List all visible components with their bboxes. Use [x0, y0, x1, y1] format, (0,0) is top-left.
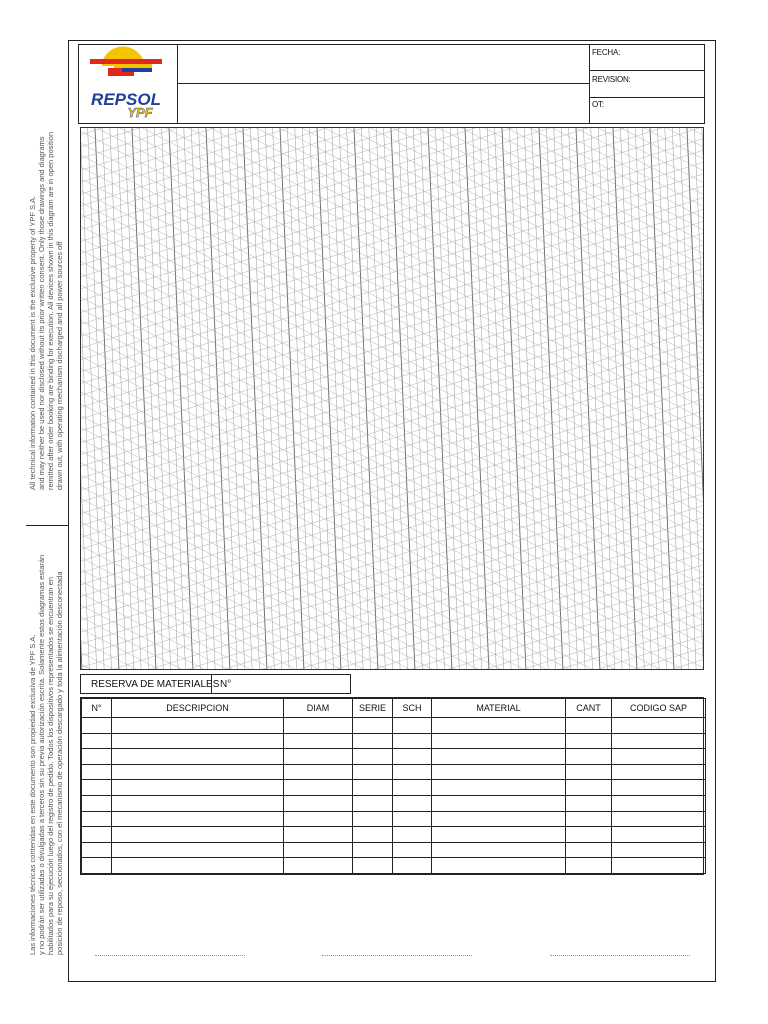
grid-line: [81, 256, 704, 454]
reserva-divider: [211, 675, 212, 693]
table-cell[interactable]: [353, 718, 393, 734]
note-line: drawn out, with operating mechanism discharged and all power sources off: [55, 241, 64, 490]
grid-line: [443, 128, 467, 670]
table-cell[interactable]: [393, 795, 432, 811]
grid-line: [81, 458, 704, 656]
table-cell[interactable]: [112, 858, 284, 874]
grid-line: [81, 128, 704, 241]
grid-line: [465, 128, 489, 670]
grid-line: [117, 128, 141, 670]
col-header-diam: DIAM: [284, 699, 353, 718]
table-cell[interactable]: [284, 795, 353, 811]
grid-line: [81, 238, 704, 562]
grid-line: [472, 128, 496, 670]
brand-sub-text: YPF: [127, 105, 153, 120]
table-row: [82, 780, 706, 796]
col-header-material: MATERIAL: [432, 699, 566, 718]
grid-line: [81, 292, 704, 490]
table-cell[interactable]: [612, 842, 706, 858]
table-cell[interactable]: [566, 858, 612, 874]
table-cell[interactable]: [566, 811, 612, 827]
grid-line: [147, 128, 171, 670]
table-cell[interactable]: [432, 749, 566, 765]
col-header-sch: SCH: [393, 699, 432, 718]
table-cell[interactable]: [82, 795, 112, 811]
grid-line: [554, 128, 578, 670]
grid-line: [650, 128, 674, 670]
table-cell[interactable]: [112, 811, 284, 827]
note-line: All technical information contained in this document is the exclusive property of YPF S.A.: [28, 195, 37, 490]
grid-line: [81, 345, 704, 669]
grid-line: [81, 128, 704, 218]
grid-line: [81, 155, 704, 479]
table-cell[interactable]: [112, 764, 284, 780]
grid-line: [81, 351, 704, 549]
grid-line: [81, 268, 704, 466]
title-field-1[interactable]: [178, 44, 589, 84]
grid-line: [687, 128, 704, 670]
grid-line: [339, 128, 363, 670]
table-row: [82, 811, 706, 827]
grid-line: [81, 363, 704, 561]
table-cell[interactable]: [612, 780, 706, 796]
grid-line: [509, 128, 533, 670]
grid-line: [81, 588, 704, 670]
signature-line-2: [322, 950, 472, 956]
grid-line: [81, 128, 704, 432]
table-cell[interactable]: [284, 858, 353, 874]
table-cell[interactable]: [353, 733, 393, 749]
grid-line: [191, 128, 215, 670]
table-cell[interactable]: [432, 842, 566, 858]
grid-line: [81, 339, 704, 537]
table-cell[interactable]: [432, 858, 566, 874]
materials-table: [80, 697, 704, 875]
repsol-ypf-logo: [78, 44, 176, 122]
table-cell[interactable]: [566, 718, 612, 734]
grid-line: [628, 128, 652, 670]
grid-line: [657, 128, 681, 670]
table-cell[interactable]: [82, 718, 112, 734]
table-cell[interactable]: [566, 749, 612, 765]
col-header-n: N°: [82, 699, 112, 718]
grid-line: [450, 128, 474, 670]
grid-line: [635, 128, 659, 670]
table-cell[interactable]: [353, 764, 393, 780]
table-cell[interactable]: [82, 780, 112, 796]
table-cell[interactable]: [393, 780, 432, 796]
table-cell[interactable]: [393, 811, 432, 827]
grid-line: [81, 540, 704, 670]
table-cell[interactable]: [112, 718, 284, 734]
table-row: [82, 858, 706, 874]
table-cell[interactable]: [112, 842, 284, 858]
grid-line: [406, 128, 430, 670]
table-cell[interactable]: [566, 842, 612, 858]
grid-line: [110, 128, 134, 670]
table-cell[interactable]: [353, 795, 393, 811]
grid-line: [532, 128, 556, 670]
table-cell[interactable]: [432, 811, 566, 827]
table-cell[interactable]: [82, 733, 112, 749]
grid-line: [665, 128, 689, 670]
grid-line: [435, 128, 459, 670]
grid-line: [184, 128, 208, 670]
table-cell[interactable]: [284, 827, 353, 843]
reserva-box: [80, 674, 351, 694]
grid-line: [613, 128, 637, 670]
table-cell[interactable]: [82, 827, 112, 843]
grid-line: [258, 128, 282, 670]
col-header-cant: CANT: [566, 699, 612, 718]
table-cell[interactable]: [82, 749, 112, 765]
col-header-descripcion: DESCRIPCION: [112, 699, 284, 718]
side-divider: [26, 525, 68, 526]
table-cell[interactable]: [612, 733, 706, 749]
note-line: and may neither be used nor disclosed without its prior written consent. Only those drawings and diagrams: [37, 136, 46, 490]
grid-line: [391, 128, 415, 670]
table-cell[interactable]: [393, 749, 432, 765]
grid-line: [81, 392, 704, 670]
grid-line: [487, 128, 511, 670]
table-cell[interactable]: [82, 811, 112, 827]
table-cell[interactable]: [82, 764, 112, 780]
grid-line: [81, 274, 704, 598]
table-cell[interactable]: [432, 718, 566, 734]
table-cell[interactable]: [393, 764, 432, 780]
table-cell[interactable]: [112, 733, 284, 749]
table-cell[interactable]: [612, 764, 706, 780]
grid-line: [81, 128, 704, 229]
grid-line: [332, 128, 356, 670]
col-header-codigo-sap: CODIGO SAP: [612, 699, 706, 718]
table-row: [82, 842, 706, 858]
note-line: remitted after order booking are binding for execution. All devices shown in this diagram are in open position: [46, 131, 55, 490]
grid-line: [81, 185, 704, 383]
table-cell[interactable]: [284, 733, 353, 749]
reserva-number-label: N°: [220, 679, 232, 690]
table-cell[interactable]: [112, 795, 284, 811]
table-cell[interactable]: [284, 842, 353, 858]
grid-line: [591, 128, 615, 670]
table-cell[interactable]: [393, 733, 432, 749]
grid-line: [480, 128, 504, 670]
grid-line: [376, 128, 400, 670]
grid-line: [295, 128, 319, 670]
table-cell[interactable]: [432, 733, 566, 749]
table-cell[interactable]: [284, 780, 353, 796]
grid-line: [81, 280, 704, 478]
table-cell[interactable]: [612, 718, 706, 734]
grid-line: [81, 203, 704, 527]
fecha-field[interactable]: [590, 44, 705, 71]
table-cell[interactable]: [353, 811, 393, 827]
table-cell[interactable]: [112, 749, 284, 765]
reserva-label: RESERVA DE MATERIALES: [91, 679, 220, 690]
note-line: habilitados para su ejecución luego del registro de pedido. Todos los dispositivos representados se encuentran en: [46, 576, 55, 955]
revision-field[interactable]: [590, 71, 705, 98]
note-line: y no podrán ser utilizadas o divulgadas a terceros sin su previa autorización escrita. Solamente estos diagramas estarán: [37, 554, 46, 955]
table-cell[interactable]: [353, 858, 393, 874]
table-row: [82, 749, 706, 765]
grid-line: [398, 128, 422, 670]
grid-line: [81, 128, 704, 444]
col-header-serie: SERIE: [353, 699, 393, 718]
signature-line-3: [550, 950, 690, 956]
grid-line: [81, 214, 704, 538]
table-cell[interactable]: [353, 827, 393, 843]
isometric-grid[interactable]: [80, 127, 704, 670]
table-cell[interactable]: [566, 827, 612, 843]
grid-line: [672, 128, 696, 670]
logo-box: [78, 44, 178, 124]
grid-line: [81, 128, 704, 136]
ot-label: OT:: [592, 100, 604, 109]
grid-line: [81, 179, 704, 503]
grid-line: [517, 128, 541, 670]
table-cell[interactable]: [353, 780, 393, 796]
table-cell[interactable]: [112, 780, 284, 796]
brand-text: REPSOL: [91, 90, 161, 109]
grid-line: [81, 128, 89, 670]
grid-line: [154, 128, 178, 670]
grid-line: [81, 128, 82, 670]
table-cell[interactable]: [112, 827, 284, 843]
grid-line: [495, 128, 519, 670]
table-cell[interactable]: [432, 795, 566, 811]
fecha-label: FECHA:: [592, 48, 621, 57]
note-line: posición de reposo, seccionados, con el mecanismo de operación descargado y toda la alimentación desconectada: [55, 571, 64, 955]
grid-line: [81, 128, 104, 670]
grid-line: [81, 321, 704, 645]
grid-line: [643, 128, 667, 670]
table-cell[interactable]: [284, 811, 353, 827]
table-cell[interactable]: [566, 780, 612, 796]
table-header-row: [82, 699, 706, 718]
grid-line: [81, 446, 704, 644]
grid-line: [369, 128, 393, 670]
table-cell[interactable]: [353, 749, 393, 765]
signature-line-1: [95, 950, 245, 956]
table-cell[interactable]: [612, 749, 706, 765]
table-cell[interactable]: [612, 827, 706, 843]
note-line: Las informaciones técnicas contenidas en este documento son propiedad exclusiva de YPF S.A.: [28, 634, 37, 955]
table-cell[interactable]: [612, 811, 706, 827]
title-field-2[interactable]: [178, 84, 589, 124]
table-row: [82, 764, 706, 780]
table-row: [82, 718, 706, 734]
grid-line: [680, 128, 704, 670]
grid-line: [361, 128, 385, 670]
grid-line: [81, 434, 704, 632]
table-row: [82, 827, 706, 843]
table-cell[interactable]: [393, 842, 432, 858]
table-cell[interactable]: [566, 764, 612, 780]
table-cell[interactable]: [284, 764, 353, 780]
table-cell[interactable]: [432, 827, 566, 843]
grid-line: [81, 128, 704, 135]
table-row: [82, 733, 706, 749]
grid-line: [81, 128, 704, 148]
table-cell[interactable]: [612, 795, 706, 811]
table-cell[interactable]: [432, 764, 566, 780]
table-cell[interactable]: [432, 780, 566, 796]
grid-line: [221, 128, 245, 670]
grid-line: [428, 128, 452, 670]
revision-label: REVISION:: [592, 75, 631, 84]
table-cell[interactable]: [393, 858, 432, 874]
table-cell[interactable]: [353, 842, 393, 858]
table-cell[interactable]: [284, 749, 353, 765]
isometric-grid-lines: [81, 128, 704, 670]
grid-line: [81, 517, 704, 670]
grid-line: [81, 197, 704, 395]
table-row: [82, 795, 706, 811]
table-cell[interactable]: [566, 733, 612, 749]
table-cell[interactable]: [284, 718, 353, 734]
ot-field[interactable]: [590, 98, 705, 124]
grid-line: [81, 398, 704, 596]
table-cell[interactable]: [82, 858, 112, 874]
grid-line: [81, 233, 704, 431]
table-cell[interactable]: [393, 827, 432, 843]
table-cell[interactable]: [393, 718, 432, 734]
grid-line: [81, 173, 704, 371]
grid-line: [413, 128, 437, 670]
table-cell[interactable]: [612, 858, 706, 874]
table-cell[interactable]: [82, 842, 112, 858]
table-cell[interactable]: [566, 795, 612, 811]
grid-line: [81, 422, 704, 620]
